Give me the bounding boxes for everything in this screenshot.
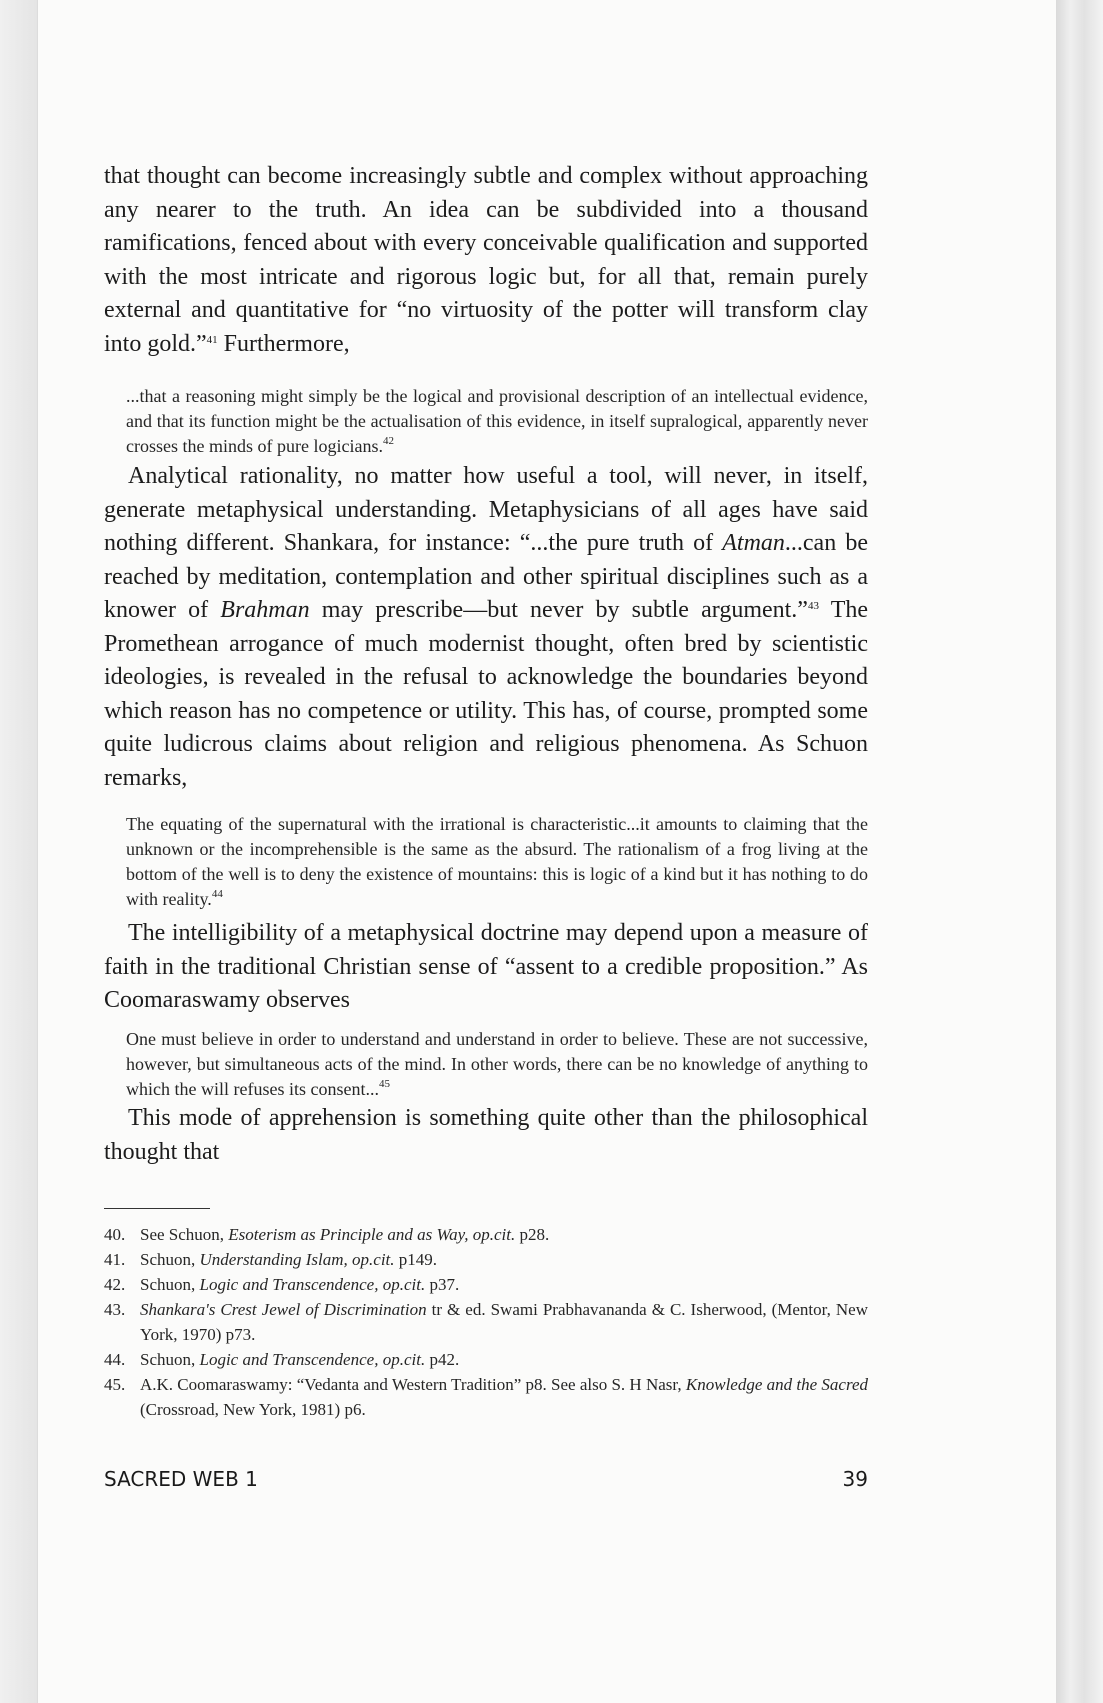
term-atman: Atman <box>722 530 785 556</box>
footnote-number: 43. <box>104 1300 126 1319</box>
footnote-title: Shankara's Crest Jewel of Discrimination <box>140 1300 427 1319</box>
footnote-number: 42. <box>104 1275 126 1294</box>
page-number: 39 <box>842 1467 868 1491</box>
footnote-text: p149. <box>394 1250 438 1269</box>
block-quote-3 <box>126 1027 868 1102</box>
paragraph-3 <box>104 917 868 1018</box>
block-quote-1-text: ...that a reasoning might simply be the logical and provisional description of an intellectual evidence, and that its function might be the actualisation of this evidence, in itself supralogical, apparently never crosses the minds of pure logicians. <box>126 386 868 456</box>
paragraph-1-text: that thought can become increasingly subtle and complex without approaching any nearer to the truth. An idea can be subdivided into a thousand ramifications, fenced about with every conceivable qualification and supported with the most intricate and rigorous logic but, for all that, remain purely external and quantitative for “no virtuosity of the potter will transform clay into gold.” <box>104 163 868 357</box>
term-brahman: Brahman <box>220 597 310 623</box>
block-quote-3-text: One must believe in order to understand and understand in order to believe. These are not successive, however, but simultaneous acts of the mind. In other words, there can be no knowledge of anything to which the will refuses its consent... <box>126 1029 868 1099</box>
footnotes-list <box>104 1222 868 1422</box>
footnote-text: p37. <box>425 1275 460 1294</box>
paragraph-4-text: This mode of apprehension is something quite other than the philosophical thought that <box>104 1105 868 1165</box>
footnote-text: A.K. Coomaraswamy: “Vedanta and Western Tradition” p8. See also S. H Nasr, <box>140 1375 686 1394</box>
block-quote-2-text: The equating of the supernatural with the irrational is characteristic...it amounts to claiming that the unknown or the incomprehensible is the same as the absurd. The rationalism of a frog living at the bottom of the well is to deny the existence of mountains: this is logic of a kind but it has nothing to do with reality. <box>126 814 868 909</box>
footnote-ref-44[interactable]: 44 <box>211 888 223 900</box>
footnote-ref-42[interactable]: 42 <box>382 435 394 447</box>
paragraph-2 <box>104 460 868 795</box>
running-footer-journal: SACRED WEB 1 <box>104 1467 258 1491</box>
paragraph-2-text-b: ...can be reached by meditation, contemplation and other spiritual disciplines such as a knower of <box>104 530 868 623</box>
footnote-ref-43[interactable]: 43 <box>807 600 819 612</box>
footnote-title: Understanding Islam, op.cit. <box>199 1250 395 1269</box>
footnote-41 <box>104 1247 868 1272</box>
footnote-40 <box>104 1222 868 1247</box>
footnote-text: Schuon, <box>140 1350 200 1369</box>
footnote-ref-41[interactable]: 41 <box>206 333 218 346</box>
footnote-divider <box>104 1208 210 1209</box>
footnote-text: p42. <box>425 1350 460 1369</box>
footnote-title: Knowledge and the Sacred <box>685 1375 868 1394</box>
paragraph-2-text-d: The Promethean arrogance of much modernist thought, often bred by scientistic ideologies, is revealed in the refusal to acknowledge the boundaries beyond which reason has no competence or utility. This has, of course, prompted some quite ludicrous claims about religion and religious phenomena. As Schuon remarks, <box>104 597 869 791</box>
footnote-number: 44. <box>104 1350 126 1369</box>
paragraph-3-text: The intelligibility of a metaphysical doctrine may depend upon a measure of faith in the traditional Christian sense of “assent to a credible proposition.” As Coomaraswamy observes <box>104 920 868 1013</box>
block-quote-2 <box>126 812 868 912</box>
footnote-45 <box>104 1372 868 1422</box>
footnote-44 <box>104 1347 868 1372</box>
paragraph-1 <box>104 160 868 361</box>
block-quote-1 <box>126 384 868 459</box>
paragraph-2-text-c: may prescribe—but never by subtle argument.” <box>309 597 808 623</box>
page-gutter-left <box>0 0 38 1703</box>
footnote-text: (Crossroad, New York, 1981) p6. <box>140 1400 366 1419</box>
footnote-text: Schuon, <box>140 1250 200 1269</box>
footnote-number: 45. <box>104 1375 126 1394</box>
footnote-title: Logic and Transcendence, op.cit. <box>199 1350 426 1369</box>
paragraph-4 <box>104 1102 868 1169</box>
footnote-text: See Schuon, <box>140 1225 229 1244</box>
footnote-title: Logic and Transcendence, op.cit. <box>199 1275 426 1294</box>
paragraph-2-text-a: Analytical rationality, no matter how useful a tool, will never, in itself, generate metaphysical understanding. Metaphysicians of all ages have said nothing different. Shankara, for instance: “...the pure truth of <box>104 463 868 556</box>
footnote-text: p28. <box>515 1225 550 1244</box>
footnote-text: tr & ed. Swami Prabhavananda & C. Isherwood, (Mentor, New York, 1970) p73. <box>140 1300 868 1344</box>
footnote-43 <box>104 1297 868 1347</box>
page-edge-right <box>1056 0 1103 1703</box>
footnote-42 <box>104 1272 868 1297</box>
footnote-ref-45[interactable]: 45 <box>378 1078 390 1090</box>
footnote-title: Esoterism as Principle and as Way, op.cit. <box>228 1225 516 1244</box>
footnote-text: Schuon, <box>140 1275 200 1294</box>
footnote-number: 40. <box>104 1225 126 1244</box>
paragraph-1-tail: Furthermore, <box>217 330 350 357</box>
footnote-number: 41. <box>104 1250 126 1269</box>
